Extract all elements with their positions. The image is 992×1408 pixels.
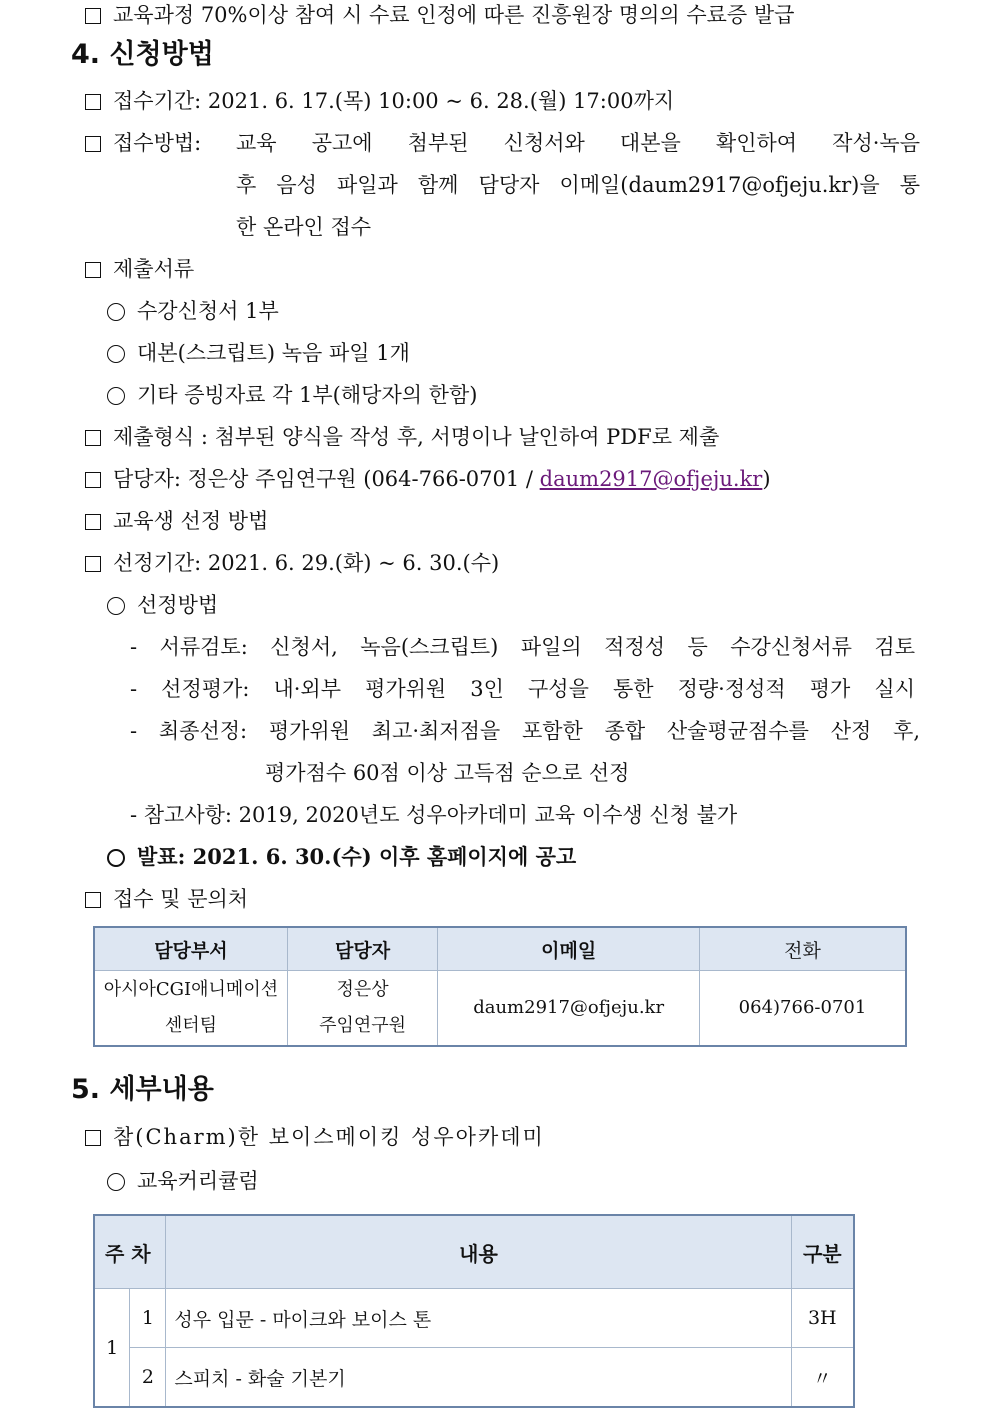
circle-bullet-icon [107,345,125,363]
checkbox-square-icon [85,892,101,908]
application-period: 접수기간: 2021. 6. 17.(목) 10:00 ~ 6. 28.(월) 17:00까지 [85,86,674,116]
checkbox-square-icon [85,430,101,446]
checkbox-square-icon [85,94,101,110]
header-week: 주 차 [94,1215,166,1289]
selection-period: 선정기간: 2021. 6. 29.(화) ~ 6. 30.(수) [85,548,499,578]
checkbox-square-icon [85,514,101,530]
selection-detail-document-review: - 서류검토: 신청서, 녹음(스크립트) 파일의 적정성 등 수강신청서류 검토 [130,635,915,659]
application-method-line-2: 후 음성 파일과 함께 담당자 이메일(daum2917@ofjeju.kr)을 통 [236,173,920,197]
table-row [94,1289,854,1348]
contact-person: 담당자: 정은상 주임연구원 (064-766-0701 / daum2917@ofjeju.kr) [85,464,771,494]
doc-item: 대본(스크립트) 녹음 파일 1개 [107,338,410,368]
table-row [94,971,906,1047]
section-5-heading: 5. 세부내용 [71,1074,214,1105]
session-number: 1 [130,1289,166,1348]
session-type: 3H [791,1289,854,1348]
header-content: 내용 [166,1215,791,1289]
submission-format: 제출형식 : 첨부된 양식을 작성 후, 서명이나 날인하여 PDF로 제출 [85,422,719,452]
application-method-label: 접수방법: [85,128,201,158]
application-method-line-3: 한 온라인 접수 [236,215,372,239]
session-content: 성우 입문 - 마이크와 보이스 톤 [166,1289,791,1348]
selection-title: 교육생 선정 방법 [85,506,268,536]
checkbox-square-icon [85,262,101,278]
announcement: 발표: 2021. 6. 30.(수) 이후 홈페이지에 공고 [107,842,576,872]
course-title: 참(Charm)한 보이스메이킹 성우아카데미 [85,1122,545,1152]
curriculum-table [93,1214,855,1408]
header-phone: 전화 [700,927,907,971]
dept-cell: 아시아CGI애니메이션 센터팀 [94,971,287,1047]
selection-detail-final-cont: 평가점수 60점 이상 고득점 순으로 선정 [265,761,630,785]
table-header-row [94,1215,854,1289]
email-cell: daum2917@ofjeju.kr [438,971,700,1047]
circle-bullet-icon [107,849,125,867]
application-method-line-1: 교육 공고에 첨부된 신청서와 대본을 확인하여 작성·녹음 [236,131,920,155]
session-type: 〃 [791,1348,854,1408]
section-4-heading: 4. 신청방법 [71,39,214,70]
curriculum-title: 교육커리큘럼 [107,1166,259,1196]
circle-bullet-icon [107,387,125,405]
checkbox-square-icon [85,8,101,24]
checkbox-square-icon [85,472,101,488]
selection-detail-final: - 최종선정: 평가위원 최고·최저점을 포함한 종합 산술평균점수를 산정 후, [130,719,920,743]
submission-docs-title: 제출서류 [85,254,194,284]
checkbox-square-icon [85,1130,101,1146]
table-row [94,1348,854,1408]
checkbox-square-icon [85,556,101,572]
header-email: 이메일 [438,927,700,971]
header-type: 구분 [791,1215,854,1289]
selection-method: 선정방법 [107,590,218,620]
phone-cell: 064)766-0701 [700,971,907,1047]
inquiry-title: 접수 및 문의처 [85,884,248,914]
session-content: 스피치 - 화술 기본기 [166,1348,791,1408]
selection-detail-evaluation: - 선정평가: 내·외부 평가위원 3인 구성을 통한 정량·정성적 평가 실시 [130,677,915,701]
completion-note: 교육과정 70%이상 참여 시 수료 인정에 따른 진흥원장 명의의 수료증 발급 [85,0,794,30]
checkbox-square-icon [85,136,101,152]
header-dept: 담당부서 [94,927,287,971]
table-header-row [94,927,906,971]
person-cell: 정은상 주임연구원 [287,971,437,1047]
header-person: 담당자 [287,927,437,971]
circle-bullet-icon [107,597,125,615]
circle-bullet-icon [107,303,125,321]
doc-item: 수강신청서 1부 [107,296,279,326]
contact-table [93,926,907,1047]
session-number: 2 [130,1348,166,1408]
contact-email-link[interactable]: daum2917@ofjeju.kr [539,467,763,491]
circle-bullet-icon [107,1173,125,1191]
doc-item: 기타 증빙자료 각 1부(해당자의 한함) [107,380,477,410]
selection-detail-note: - 참고사항: 2019, 2020년도 성우아카데미 교육 이수생 신청 불가 [130,803,738,827]
week-cell: 1 [94,1289,130,1408]
